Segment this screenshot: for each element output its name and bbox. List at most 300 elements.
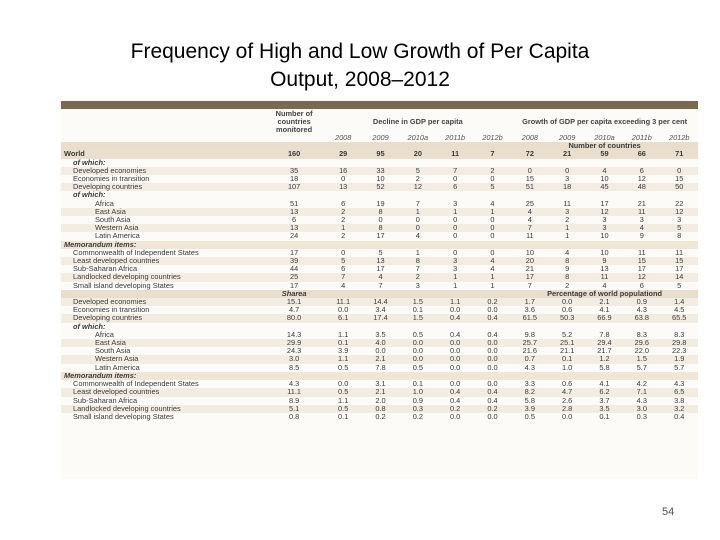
table-cell: 1.4 <box>660 298 698 306</box>
row-label: Sub-Saharan Africa <box>73 396 138 405</box>
table-cell: 7 <box>474 150 511 158</box>
row-label: East Asia <box>61 208 264 216</box>
table-cell: 22.3 <box>672 347 687 356</box>
table-cell: 22 <box>675 199 684 208</box>
table-cell: 45 <box>586 183 623 191</box>
table-cell: 29.4 <box>586 339 623 347</box>
table-cell: 8 <box>362 208 399 216</box>
header-blank <box>61 110 264 134</box>
slide-number: 54 <box>662 506 675 518</box>
table-row <box>61 380 698 388</box>
table-cell: 2.1 <box>362 388 399 396</box>
table-row <box>61 224 698 232</box>
table-cell: 5.8 <box>524 396 535 405</box>
year-header: 2010a <box>407 134 429 142</box>
table-row <box>61 306 698 314</box>
table-cell: 29 <box>325 150 362 158</box>
table-cell <box>586 372 623 380</box>
table-cell: 13 <box>264 224 325 232</box>
table-cell: 0.5 <box>524 412 535 421</box>
table-cell: 72 <box>511 150 548 158</box>
table-cell: 7 <box>527 281 532 290</box>
table-cell: 14 <box>660 273 698 281</box>
table-cell: 15 <box>660 257 698 265</box>
table-cell: 3 <box>415 281 420 290</box>
table-cell: 17 <box>376 232 385 241</box>
table-cell: 2 <box>565 281 570 290</box>
table-cell <box>623 323 660 331</box>
table-cell: 7.8 <box>599 330 610 339</box>
table-cell: 3.6 <box>524 306 535 315</box>
year-header: 2011b <box>631 134 652 142</box>
table-cell: 11 <box>675 248 684 257</box>
table-cell <box>437 241 474 249</box>
table-cell: 0.0 <box>338 380 349 389</box>
table-cell: 4.1 <box>599 380 610 389</box>
table-cell: 1 <box>453 281 458 290</box>
table-row <box>61 191 698 199</box>
table-cell: 3.8 <box>674 396 685 405</box>
table-cell <box>437 191 474 199</box>
table-cell: 0.5 <box>325 388 362 396</box>
table-cell: 5 <box>399 167 436 175</box>
table-cell: 15.1 <box>264 298 325 306</box>
table-cell: 1 <box>415 248 420 257</box>
table-cell: 0 <box>453 216 458 225</box>
table-cell <box>548 372 585 380</box>
table-cell: 0.0 <box>548 298 585 306</box>
table-cell: 3 <box>677 216 682 225</box>
table-row <box>61 372 698 380</box>
table-cell: 18 <box>289 175 299 184</box>
table-cell: 6 <box>341 265 346 274</box>
table-cell: 24.3 <box>286 347 302 356</box>
table-row <box>61 249 698 257</box>
table-cell: 61.5 <box>511 314 548 322</box>
table-cell: 6 <box>341 199 346 208</box>
table-cell: 0 <box>415 216 420 225</box>
table-cell: 11 <box>623 208 660 216</box>
table-cell <box>264 323 325 331</box>
table-cell: 0.1 <box>338 412 349 421</box>
table-cell: 1 <box>399 208 436 216</box>
table-cell: 1.1 <box>338 330 349 339</box>
table-cell: 10 <box>600 175 609 184</box>
growth-frequency-table <box>61 101 698 479</box>
table-cell: 4 <box>527 216 532 225</box>
row-label: Small island developing States <box>73 412 174 421</box>
table-cell <box>623 372 660 380</box>
table-cell: 17 <box>675 265 684 274</box>
table-row <box>61 331 698 339</box>
table-cell: 29.9 <box>264 339 325 347</box>
table-cell: 12 <box>637 175 646 184</box>
table-cell: 0.2 <box>412 412 423 421</box>
table-cell: 0.0 <box>399 339 436 347</box>
table-cell: 0.4 <box>437 314 474 322</box>
table-cell: 6 <box>437 183 474 191</box>
table-cell: 50.3 <box>548 314 585 322</box>
table-cell: 12 <box>399 183 436 191</box>
table-row <box>61 200 698 208</box>
table-cell: 29.8 <box>660 339 698 347</box>
table-cell: 0 <box>378 216 383 225</box>
table-cell: 0.0 <box>450 306 461 315</box>
table-cell: 13 <box>325 183 362 191</box>
table-cell: 8.3 <box>674 330 685 339</box>
table-cell: 4.3 <box>636 396 647 405</box>
table-cell: 2.6 <box>562 396 573 405</box>
table-cell: 0 <box>453 232 458 241</box>
table-cell: 4.3 <box>524 363 535 372</box>
table-cell: 1.5 <box>399 298 436 306</box>
table-cell: 16 <box>325 167 362 175</box>
table-cell: 11 <box>437 150 474 158</box>
table-cell: 52 <box>362 183 399 191</box>
table-cell: 0.4 <box>450 396 461 405</box>
table-row <box>61 388 698 396</box>
table-cell: 0.4 <box>474 314 511 322</box>
row-label: Landlocked developing countries <box>61 405 264 413</box>
table-cell: 3 <box>639 216 644 225</box>
header-row-groups <box>61 110 698 134</box>
table-cell: 1.1 <box>437 298 474 306</box>
table-cell: 0.0 <box>437 339 474 347</box>
table-cell: 0.1 <box>412 306 423 315</box>
table-cell: 5 <box>325 257 362 265</box>
table-cell: 5 <box>474 183 511 191</box>
table-cell: 13 <box>264 208 325 216</box>
table-cell <box>264 159 325 167</box>
table-cell <box>362 191 399 199</box>
header-blank <box>61 134 264 142</box>
table-cell: 4.3 <box>288 380 300 389</box>
table-cell: 8 <box>399 257 436 265</box>
table-cell: 5.8 <box>599 363 610 372</box>
table-cell: 1.2 <box>586 355 623 363</box>
table-cell: 0.5 <box>412 363 423 372</box>
table-cell: 66 <box>623 150 660 158</box>
table-cell: 1.0 <box>399 388 436 396</box>
table-cell: 0.5 <box>325 405 362 413</box>
row-label: Small island developing States <box>73 281 174 290</box>
year-header: 2011b <box>445 134 466 142</box>
table-cell: 80.0 <box>264 314 325 322</box>
header-row-years <box>61 134 698 142</box>
table-cell: 0.8 <box>362 405 399 413</box>
year-header: 2012b <box>482 134 503 142</box>
table-cell <box>511 191 548 199</box>
table-cell <box>660 159 698 167</box>
table-cell: 0.0 <box>412 347 423 356</box>
table-cell: 0.0 <box>562 412 573 421</box>
table-cell: 5 <box>677 281 682 290</box>
table-cell <box>623 241 660 249</box>
table-cell <box>437 323 474 331</box>
table-cell: 0.8 <box>288 412 300 421</box>
table-cell: 5 <box>660 224 698 232</box>
row-label: Developed economies <box>61 298 264 306</box>
table-cell: 0.4 <box>437 388 474 396</box>
table-cell: 0 <box>660 167 698 175</box>
table-cell: 8 <box>548 257 585 265</box>
table-cell <box>399 241 436 249</box>
table-cell <box>325 159 362 167</box>
table-cell: 4 <box>586 167 623 175</box>
table-cell: 6 <box>623 167 660 175</box>
table-cell <box>474 191 511 199</box>
table-cell: 24 <box>289 232 299 241</box>
table-cell: 0 <box>474 224 511 232</box>
table-cell: 1.7 <box>511 298 548 306</box>
table-row <box>61 216 698 224</box>
row-label: East Asia <box>61 339 264 347</box>
table-cell: 3.2 <box>660 405 698 413</box>
table-cell: 51 <box>511 183 548 191</box>
row-label: Latin America <box>95 232 140 241</box>
table-cell: 1.1 <box>325 355 362 363</box>
table-cell: 3 <box>437 257 474 265</box>
table-cell: 7 <box>511 224 548 232</box>
table-cell: 5.2 <box>562 330 573 339</box>
table-cell <box>325 323 362 331</box>
table-top-bar <box>61 101 698 109</box>
table-cell <box>362 372 399 380</box>
table-cell: 15 <box>675 175 684 184</box>
table-cell: 5 <box>378 248 383 257</box>
table-cell: 0.6 <box>562 306 573 315</box>
slide-title <box>0 38 720 94</box>
table-cell <box>362 241 399 249</box>
table-cell: 71 <box>660 150 698 158</box>
table-cell: 0.9 <box>623 298 660 306</box>
table-cell: 4 <box>362 273 399 281</box>
table-cell: 0.4 <box>487 396 498 405</box>
table-cell: 1.1 <box>338 396 349 405</box>
table-row <box>61 257 698 265</box>
table-cell: 10 <box>376 175 385 184</box>
count-header-row <box>61 142 698 150</box>
table-cell <box>660 191 698 199</box>
table-cell: 17 <box>289 248 299 257</box>
table-cell: 2.1 <box>586 298 623 306</box>
table-row <box>61 413 698 421</box>
table-cell: 4.5 <box>674 306 685 315</box>
table-cell <box>474 372 511 380</box>
row-label: Developing countries <box>61 183 264 191</box>
table-cell: 2.8 <box>548 405 585 413</box>
row-label: Sub-Saharan Africa <box>73 265 138 274</box>
table-cell: 25 <box>264 273 325 281</box>
table-cell: 8.3 <box>636 330 647 339</box>
table-cell: 25.7 <box>511 339 548 347</box>
table-cell: 2 <box>565 216 570 225</box>
table-cell: 21 <box>637 199 646 208</box>
table-cell: 0.2 <box>375 412 386 421</box>
table-cell: 160 <box>264 150 325 158</box>
table-cell: 0 <box>399 224 436 232</box>
table-cell: 21 <box>548 150 585 158</box>
header-blank <box>264 134 325 142</box>
table-cell <box>399 323 436 331</box>
count-section <box>61 150 698 289</box>
table-cell <box>511 323 548 331</box>
table-cell: 3.0 <box>264 355 325 363</box>
table-cell <box>399 372 436 380</box>
table-cell: 4 <box>490 265 495 274</box>
table-cell <box>548 241 585 249</box>
table-row <box>61 208 698 216</box>
header-monitored: Number of countries monitored <box>275 110 313 134</box>
table-cell: 3 <box>453 199 458 208</box>
table-cell: 0 <box>511 167 548 175</box>
table-cell <box>548 159 585 167</box>
table-cell: 1 <box>490 281 495 290</box>
table-cell <box>474 159 511 167</box>
table-cell: 10 <box>525 248 534 257</box>
table-cell: 0.0 <box>450 380 461 389</box>
table-cell: 0.2 <box>437 405 474 413</box>
table-cell: 7 <box>378 281 383 290</box>
table-cell: 12 <box>660 208 698 216</box>
table-cell: 10 <box>600 232 609 241</box>
slide-title-line-2: Output, 2008–2012 <box>270 68 450 91</box>
table-cell: 3 <box>453 265 458 274</box>
table-cell: 4 <box>341 281 346 290</box>
slide-title-line-1: Frequency of High and Low Growth of Per Capita <box>130 40 590 63</box>
table-cell: 0.1 <box>599 412 610 421</box>
table-cell: 2 <box>474 167 511 175</box>
table-cell: 17 <box>289 281 299 290</box>
table-cell: 0.0 <box>487 306 498 315</box>
table-cell: 51 <box>289 199 299 208</box>
table-cell: 4 <box>565 248 570 257</box>
table-cell: 1 <box>548 224 585 232</box>
table-cell: 1 <box>325 224 362 232</box>
table-cell: 4 <box>511 208 548 216</box>
table-cell: 3 <box>565 175 570 184</box>
table-cell <box>437 372 474 380</box>
table-cell: 3.1 <box>375 380 386 389</box>
table-cell <box>362 323 399 331</box>
table-cell <box>264 372 325 380</box>
table-row <box>61 364 698 372</box>
table-cell: 3 <box>602 216 607 225</box>
table-row <box>61 175 698 183</box>
table-cell: 3.0 <box>623 405 660 413</box>
table-cell: 0 <box>453 248 458 257</box>
table-cell: 11 <box>586 273 623 281</box>
table-cell: 12 <box>623 273 660 281</box>
table-cell: 4.0 <box>362 339 399 347</box>
table-cell: 5.7 <box>674 363 685 372</box>
table-cell: 7 <box>437 167 474 175</box>
year-header: 2009 <box>372 134 389 142</box>
row-label: of which: <box>73 322 106 331</box>
table-cell: 4 <box>415 232 420 241</box>
row-label: Memorandum items: <box>61 372 264 380</box>
table-cell: 20 <box>511 257 548 265</box>
table-cell: 65.5 <box>660 314 698 322</box>
year-header: 2010a <box>594 134 615 142</box>
table-cell: 0.0 <box>375 347 386 356</box>
table-row <box>61 241 698 249</box>
table-cell: 0 <box>490 232 495 241</box>
table-cell <box>586 323 623 331</box>
table-cell: 0 <box>341 175 346 184</box>
table-cell <box>511 159 548 167</box>
table-cell: 8 <box>362 224 399 232</box>
table-row <box>61 273 698 281</box>
table-cell: 1.5 <box>623 355 660 363</box>
table-cell <box>548 323 585 331</box>
table-cell <box>399 191 436 199</box>
header-growth: Growth of GDP per capita exceeding 3 per cent <box>522 117 688 126</box>
table-cell: 2.1 <box>362 355 399 363</box>
data-table <box>61 110 698 421</box>
table-cell: 1.9 <box>660 355 698 363</box>
table-cell: 3.9 <box>338 347 349 356</box>
table-cell: 4.3 <box>636 306 647 315</box>
table-cell: 1 <box>437 273 474 281</box>
share-header-label: Sharea <box>264 290 325 298</box>
table-cell <box>511 241 548 249</box>
table-cell: 0.0 <box>487 380 498 389</box>
row-label: South Asia <box>95 347 131 356</box>
table-cell: 0.4 <box>487 330 498 339</box>
table-row <box>61 314 698 322</box>
percent-header-label: Percentage of world populationd <box>511 290 698 298</box>
table-cell: 0 <box>490 248 495 257</box>
row-label: of which: <box>73 158 106 167</box>
table-cell: 11.1 <box>264 388 325 396</box>
table-cell: 9 <box>565 265 570 274</box>
table-cell: 63.8 <box>623 314 660 322</box>
table-cell: 8.2 <box>511 388 548 396</box>
table-cell <box>325 372 362 380</box>
table-cell: 4.1 <box>599 306 610 315</box>
table-cell: 10 <box>600 248 609 257</box>
table-row <box>61 323 698 331</box>
table-cell: 1 <box>565 232 570 241</box>
table-cell: 0.0 <box>450 347 461 356</box>
table-cell: 4 <box>490 199 495 208</box>
table-cell: 2 <box>325 208 362 216</box>
table-cell: 3.9 <box>511 405 548 413</box>
table-cell: 15 <box>525 175 534 184</box>
table-cell: 17 <box>511 273 548 281</box>
table-cell: 0.1 <box>548 355 585 363</box>
table-cell: 5.1 <box>264 405 325 413</box>
table-cell: 48 <box>623 183 660 191</box>
table-cell <box>474 241 511 249</box>
table-cell <box>264 241 325 249</box>
table-cell: 21.1 <box>559 347 575 356</box>
table-row <box>61 265 698 273</box>
table-cell: 17.4 <box>362 314 399 322</box>
table-cell: 0.5 <box>338 363 349 372</box>
table-cell: 0.4 <box>474 388 511 396</box>
table-cell: 0 <box>490 216 495 225</box>
table-cell: 33 <box>362 167 399 175</box>
table-cell: 0.0 <box>487 412 498 421</box>
share-header-section <box>61 290 698 298</box>
table-cell: 3 <box>548 208 585 216</box>
count-header-spacer <box>61 142 511 150</box>
table-row <box>61 232 698 240</box>
table-cell <box>548 191 585 199</box>
table-cell: 7.1 <box>623 388 660 396</box>
